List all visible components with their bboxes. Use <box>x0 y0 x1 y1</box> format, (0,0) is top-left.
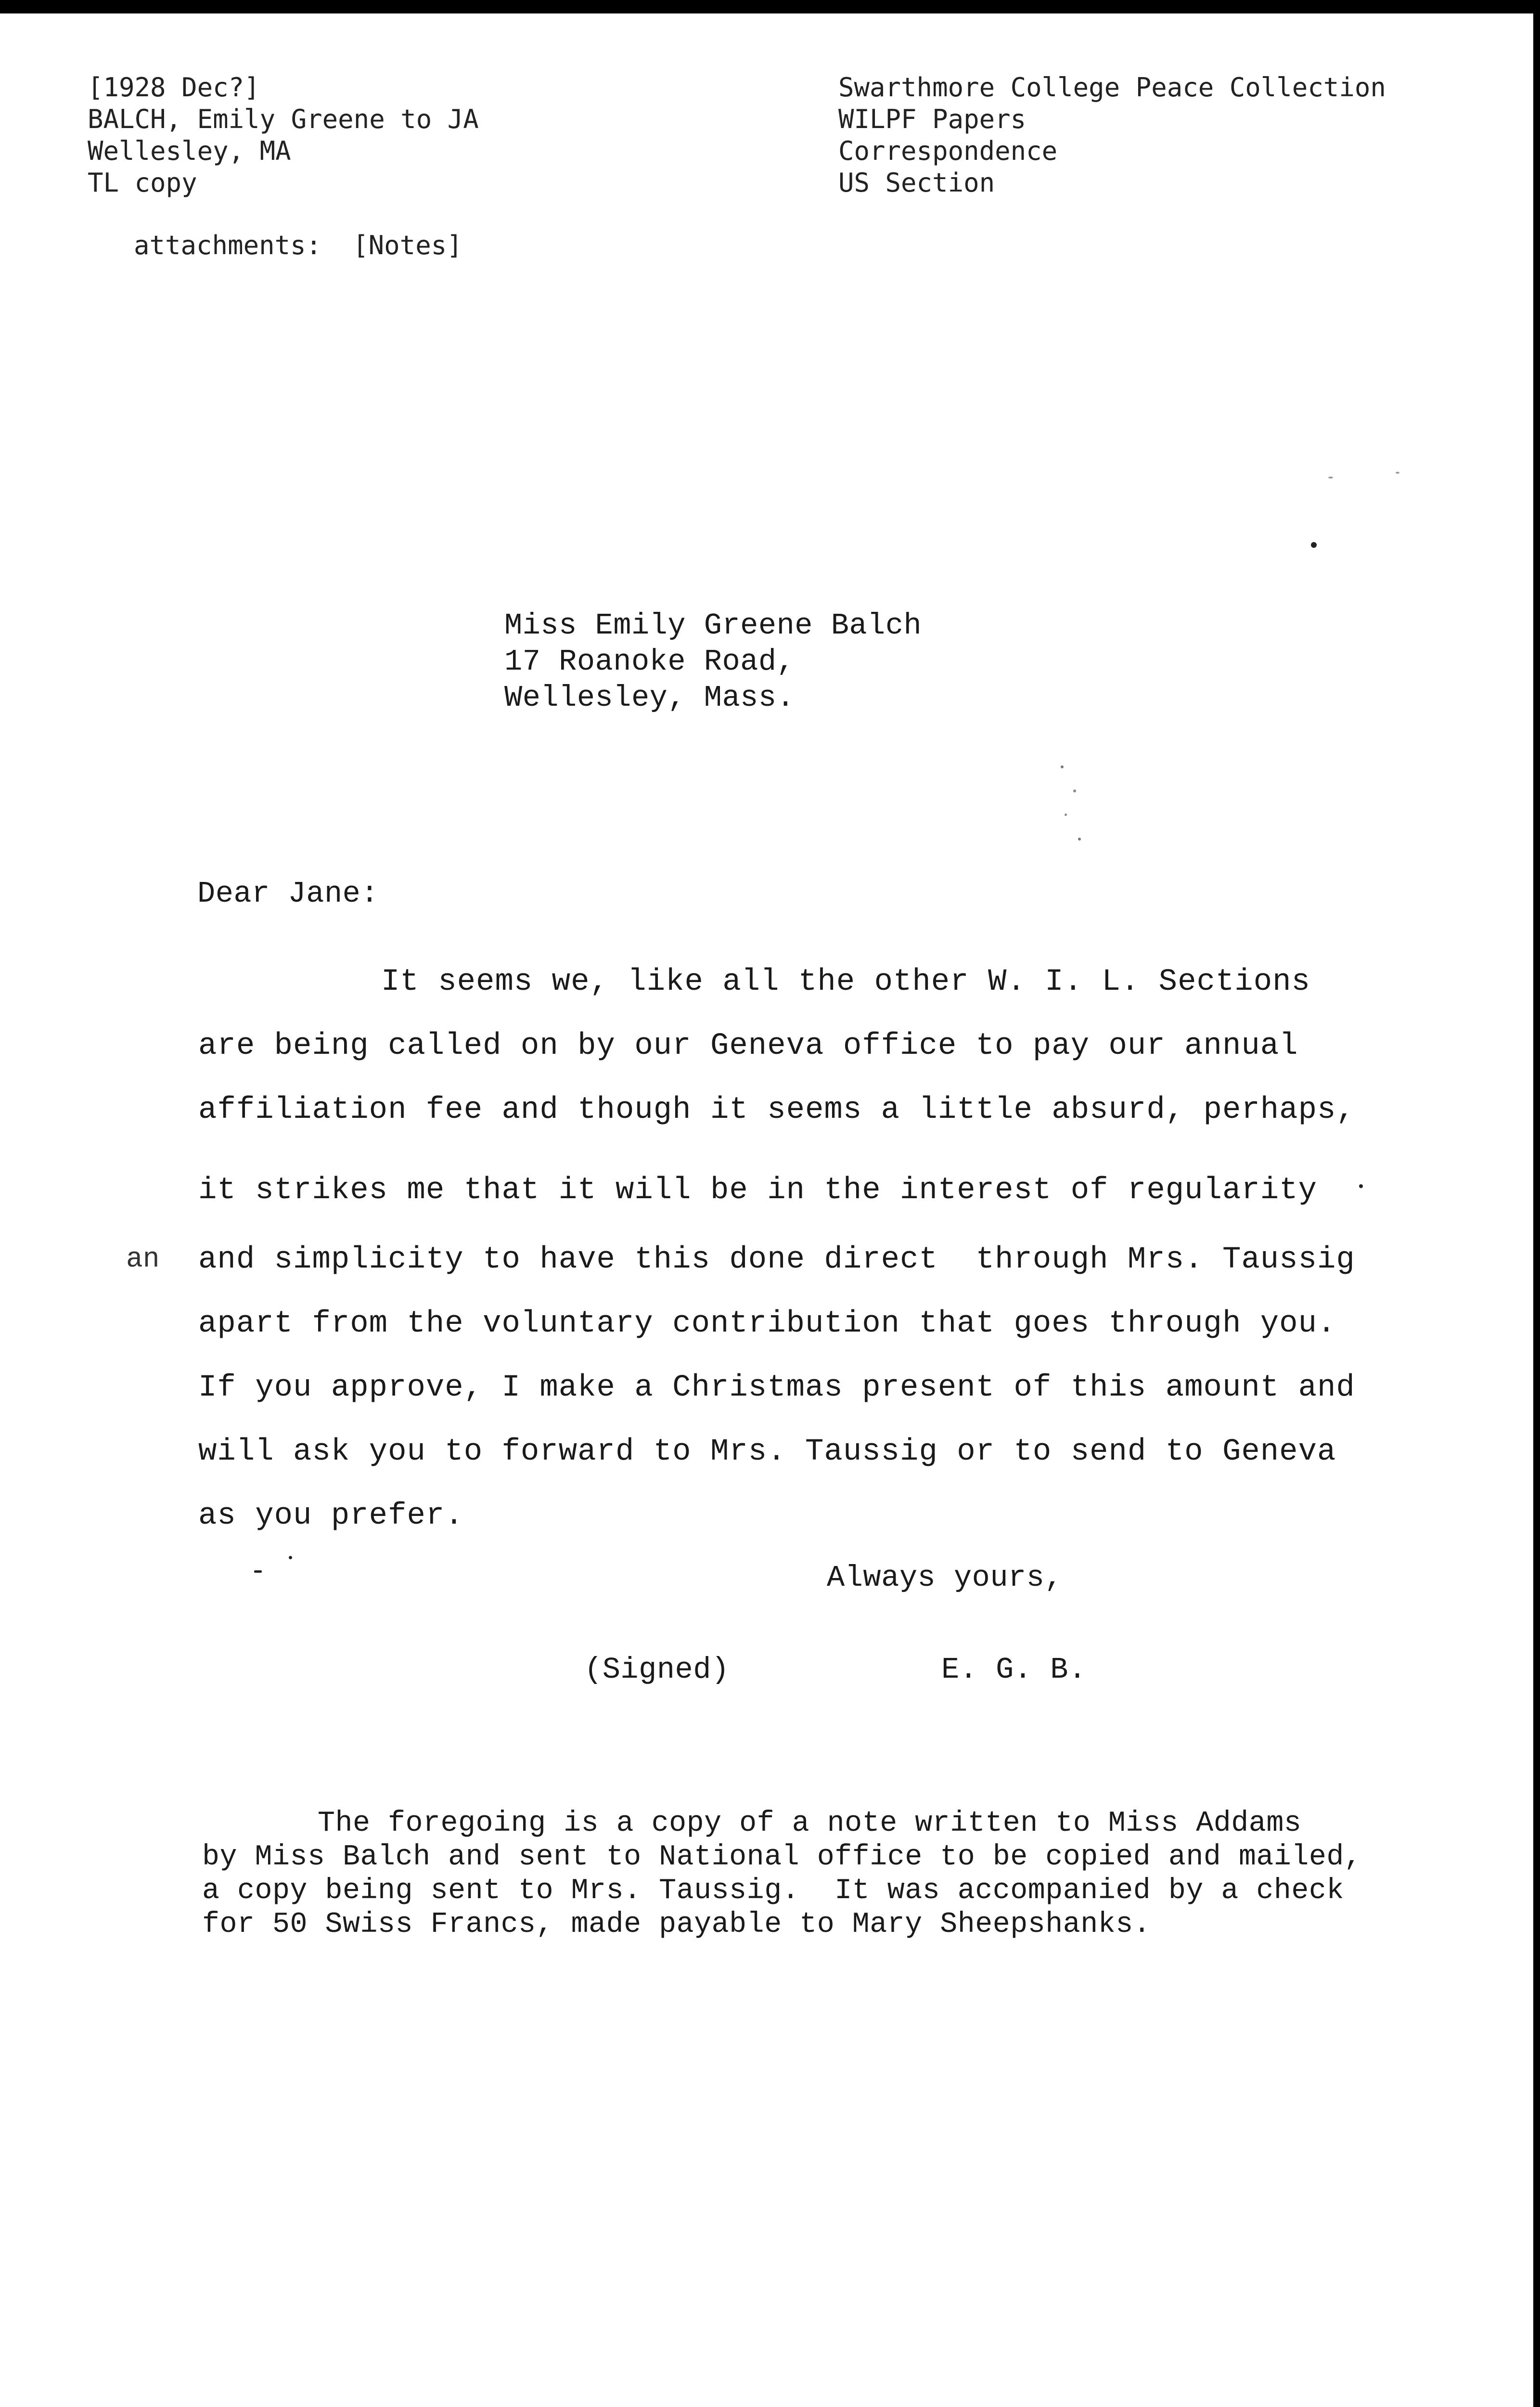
address-line-name: Miss Emily Greene Balch <box>504 608 922 643</box>
scan-speck <box>1073 789 1076 792</box>
header-collection: Swarthmore College Peace Collection <box>838 72 1386 103</box>
address-line-city: Wellesley, Mass. <box>504 681 795 715</box>
footnote-line: by Miss Balch and sent to National office to be copied and mailed, <box>202 1841 1362 1874</box>
scan-speck <box>1065 814 1067 816</box>
body-line: are being called on by our Geneva office to pay our annual <box>198 1029 1298 1063</box>
scan-border-top <box>0 0 1540 13</box>
body-line: It seems we, like all the other W. I. L. Sections <box>381 965 1310 999</box>
header-section: US Section <box>838 168 995 198</box>
header-series: WILPF Papers <box>838 104 1027 134</box>
body-line: and simplicity to have this done direct through Mrs. Taussig <box>198 1242 1355 1277</box>
closing: Always yours, <box>827 1561 1063 1595</box>
body-line: apart from the voluntary contribution that goes through you. <box>198 1307 1336 1341</box>
body-line: will ask you to forward to Mrs. Taussig or to send to Geneva <box>198 1435 1336 1469</box>
footnote-line: a copy being sent to Mrs. Taussig. It was accompanied by a check <box>202 1875 1344 1907</box>
salutation: Dear Jane: <box>197 877 379 911</box>
scan-speck <box>1061 765 1064 768</box>
scan-border-right <box>1533 0 1540 2407</box>
header-correspondents: BALCH, Emily Greene to JA <box>88 104 479 134</box>
header-place: Wellesley, MA <box>88 136 291 166</box>
footnote-line: for 50 Swiss Francs, made payable to Mary Sheepshanks. <box>202 1908 1151 1941</box>
scan-speck <box>1328 477 1333 479</box>
margin-note: an <box>126 1244 160 1275</box>
signed-label: (Signed) <box>584 1653 730 1687</box>
scan-speck <box>1359 1184 1363 1188</box>
address-line-street: 17 Roanoke Road, <box>504 645 795 679</box>
scan-speck <box>254 1570 262 1573</box>
body-line: it strikes me that it will be in the interest of regularity <box>198 1173 1317 1208</box>
body-line: as you prefer. <box>198 1499 464 1533</box>
header-attachments: attachments: [Notes] <box>134 230 462 260</box>
body-line: If you approve, I make a Christmas present of this amount and <box>198 1371 1355 1405</box>
scan-speck <box>1396 472 1399 474</box>
body-line: affiliation fee and though it seems a little absurd, perhaps, <box>198 1093 1355 1127</box>
footnote-line: The foregoing is a copy of a note written to Miss Addams <box>318 1807 1302 1840</box>
scan-speck <box>289 1556 292 1559</box>
scan-speck <box>1311 542 1317 548</box>
scan-speck <box>1078 838 1081 841</box>
header-date: [1928 Dec?] <box>88 72 260 103</box>
header-subseries: Correspondence <box>838 136 1058 166</box>
header-doc-type: TL copy <box>88 168 197 198</box>
signature-initials: E. G. B. <box>941 1653 1087 1687</box>
